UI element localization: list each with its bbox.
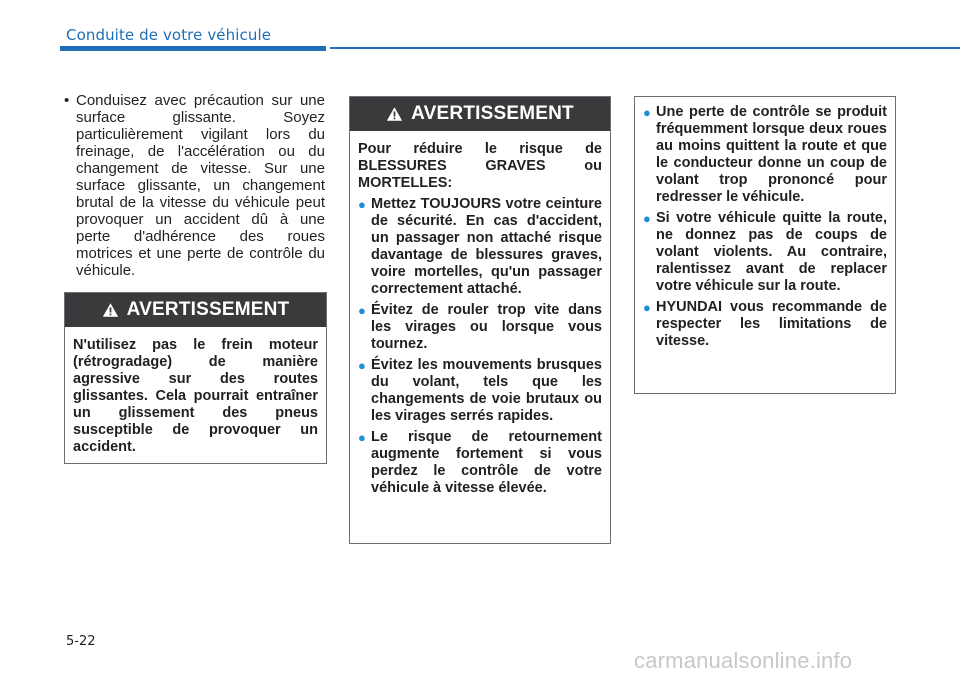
list-item: ● Si votre véhicule quitte la route, ne donnez pas de coups de volant violents. Au contraire, ralentissez avant de replacer votre véhicule sur la route. (643, 210, 887, 294)
warning-body (65, 327, 326, 464)
header-rule-thin (330, 47, 960, 49)
warning-body (635, 97, 895, 358)
page-number: 5-22 (66, 634, 96, 649)
warning-box-engine-brake (64, 292, 327, 464)
list-item: ● Évitez de rouler trop vite dans les virages ou lorsque vous tournez. (358, 302, 602, 352)
warning-title: AVERTISSEMENT (411, 103, 574, 124)
warning-box-injury-risk (349, 96, 611, 544)
warning-body (350, 131, 610, 505)
warning-title: AVERTISSEMENT (126, 299, 290, 320)
list-item: ● Mettez TOUJOURS votre ceinture de sécurité. En cas d'accident, un passager non attaché risque davantage de blessures graves, voire mortelles, qu'un passager correctement attaché. (358, 196, 602, 297)
warning-triangle-icon (386, 106, 403, 122)
bullet-dot: ● (643, 211, 651, 226)
bullet-dot: ● (358, 358, 366, 373)
warning-triangle-icon (102, 302, 119, 318)
warning-intro: Pour réduire le risque de BLESSURES GRAVES ou MORTELLES: (358, 141, 602, 191)
bullet-dot: ● (358, 303, 366, 318)
intro-bullet-text: Conduisez avec précaution sur une surface glissante. Soyez particulièrement vigilant lors du freinage, de l'accélération ou du changement de vitesse. Sur une surface glissante, un changement brutal de la vitesse du véhicule peut provoquer un accident dû à une perte d'adhérence des roues motrices et une perte de contrôle du véhicule. (76, 92, 325, 279)
warning-header (350, 97, 610, 131)
bullet-dot: ● (643, 300, 651, 315)
bullet-dot: ● (358, 430, 366, 445)
intro-bullet-paragraph (64, 92, 325, 279)
bullet-dot: ● (643, 105, 651, 120)
watermark: carmanualsonline.info (634, 648, 853, 673)
section-title: Conduite de votre véhicule (66, 26, 272, 44)
bullet-dot: • (64, 92, 70, 109)
warning-box-loss-of-control (634, 96, 896, 394)
bullet-dot: ● (358, 197, 366, 212)
list-item: ● Le risque de retournement augmente fortement si vous perdez le contrôle de votre véhicule à vitesse élevée. (358, 429, 602, 496)
warning-text: N'utilisez pas le frein moteur (rétrogradage) de manière agressive sur des routes glissantes. Cela pourrait entraîner un glissement des pneus susceptible de provoquer un accident. (73, 337, 318, 455)
warning-header (65, 293, 326, 327)
list-item: ● Une perte de contrôle se produit fréquemment lorsque deux roues au moins quittent la route et que le conducteur donne un coup de volant trop prononcé pour redresser le véhicule. (643, 104, 887, 205)
list-item: ● Évitez les mouvements brusques du volant, tels que les changements de voie brutaux ou les virages serrés rapides. (358, 357, 602, 424)
list-item: ● HYUNDAI vous recommande de respecter les limitations de vitesse. (643, 299, 887, 349)
header-rule-thick (60, 46, 326, 51)
